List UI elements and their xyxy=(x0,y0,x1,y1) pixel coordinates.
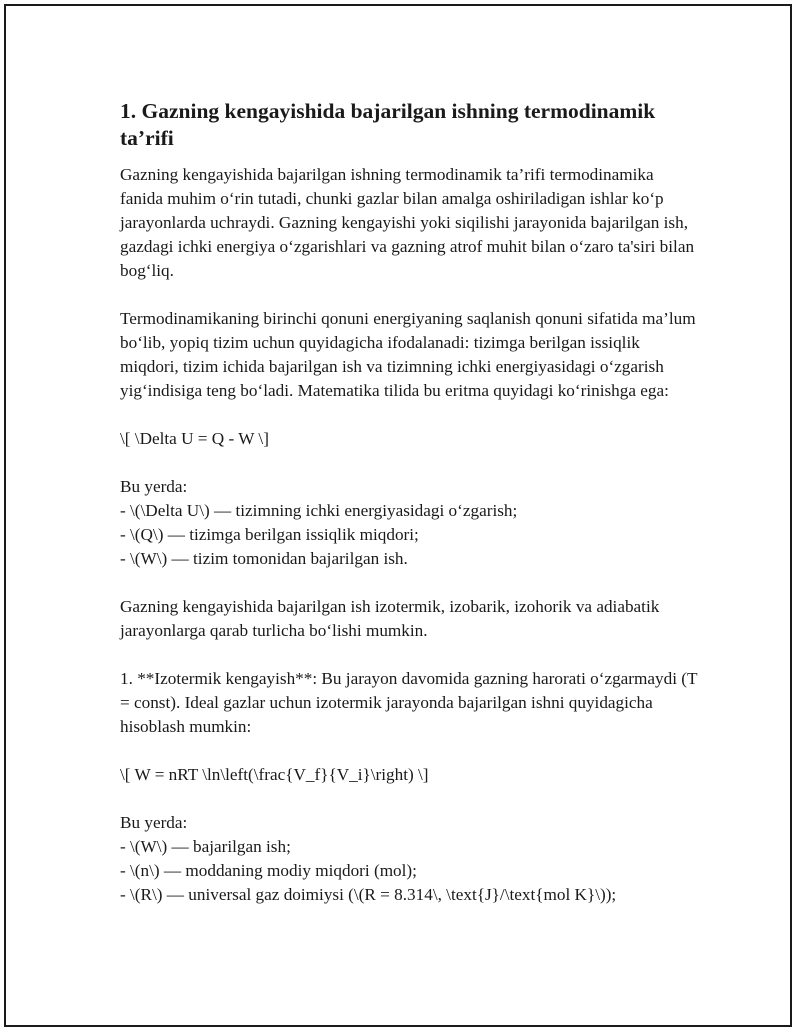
paragraph-gap xyxy=(120,403,700,427)
list-item: - \(W\) — tizim tomonidan bajarilgan ish. xyxy=(120,549,408,568)
where-label: Bu yerda: xyxy=(120,477,188,496)
paragraph-gap xyxy=(120,283,700,307)
document-body xyxy=(120,98,700,907)
paragraph-gap xyxy=(120,643,700,667)
document-title: 1. Gazning kengayishida bajarilgan ishning termodinamik ta’rifi xyxy=(120,99,656,150)
paragraph-gap xyxy=(120,451,700,475)
paragraph-isothermal: 1. **Izotermik kengayish**: Bu jarayon davomida gazning harorati o‘zgarmaydi (T = const). Ideal gazlar uchun izotermik jarayonda bajarilgan ishni quyidagicha hisoblash mumkin: xyxy=(120,669,698,736)
paragraph-gap xyxy=(120,571,700,595)
formula-isothermal-work: \[ W = nRT \ln\left(\frac{V_f}{V_i}\right) \] xyxy=(120,765,429,784)
paragraph-first-law: Termodinamikaning birinchi qonuni energiyaning saqlanish qonuni sifatida ma’lum bo‘lib, yopiq tizim uchun quyidagicha ifodalanadi: tizimga berilgan issiqlik miqdori, tizim ichida bajarilgan ish va tizimning ichki energiyasidagi o‘zgarish yig‘indisiga teng bo‘ladi. Matematika tilida bu eritma quyidagi ko‘rinishga ega: xyxy=(120,309,696,400)
where-label: Bu yerda: xyxy=(120,813,188,832)
paragraph-gap xyxy=(120,739,700,763)
document-page xyxy=(4,4,792,1027)
list-item: - \(W\) — bajarilgan ish; xyxy=(120,837,291,856)
paragraph-process-types: Gazning kengayishida bajarilgan ish izotermik, izobarik, izohorik va adiabatik jarayonlarga qarab turlicha bo‘lishi mumkin. xyxy=(120,597,660,640)
list-item: - \(n\) — moddaning modiy miqdori (mol); xyxy=(120,861,417,880)
formula-first-law: \[ \Delta U = Q - W \] xyxy=(120,429,269,448)
list-item: - \(\Delta U\) — tizimning ichki energiyasidagi o‘zgarish; xyxy=(120,501,518,520)
paragraph-intro: Gazning kengayishida bajarilgan ishning termodinamik ta’rifi termodinamika fanida muhim o‘rin tutadi, chunki gazlar bilan amalga oshiriladigan ishlar ko‘p jarayonlarda uchraydi. Gazning kengayishi yoki siqilishi jarayonida bajarilgan ish, gazdagi ichki energiya o‘zgarishlari va gazning atrof muhit bilan o‘zaro ta'siri bilan bog‘liq. xyxy=(120,165,695,280)
list-item: - \(R\) — universal gaz doimiysi (\(R = 8.314\, \text{J}/\text{mol K}\)); xyxy=(120,885,617,904)
list-item: - \(Q\) — tizimga berilgan issiqlik miqdori; xyxy=(120,525,419,544)
paragraph-gap xyxy=(120,787,700,811)
